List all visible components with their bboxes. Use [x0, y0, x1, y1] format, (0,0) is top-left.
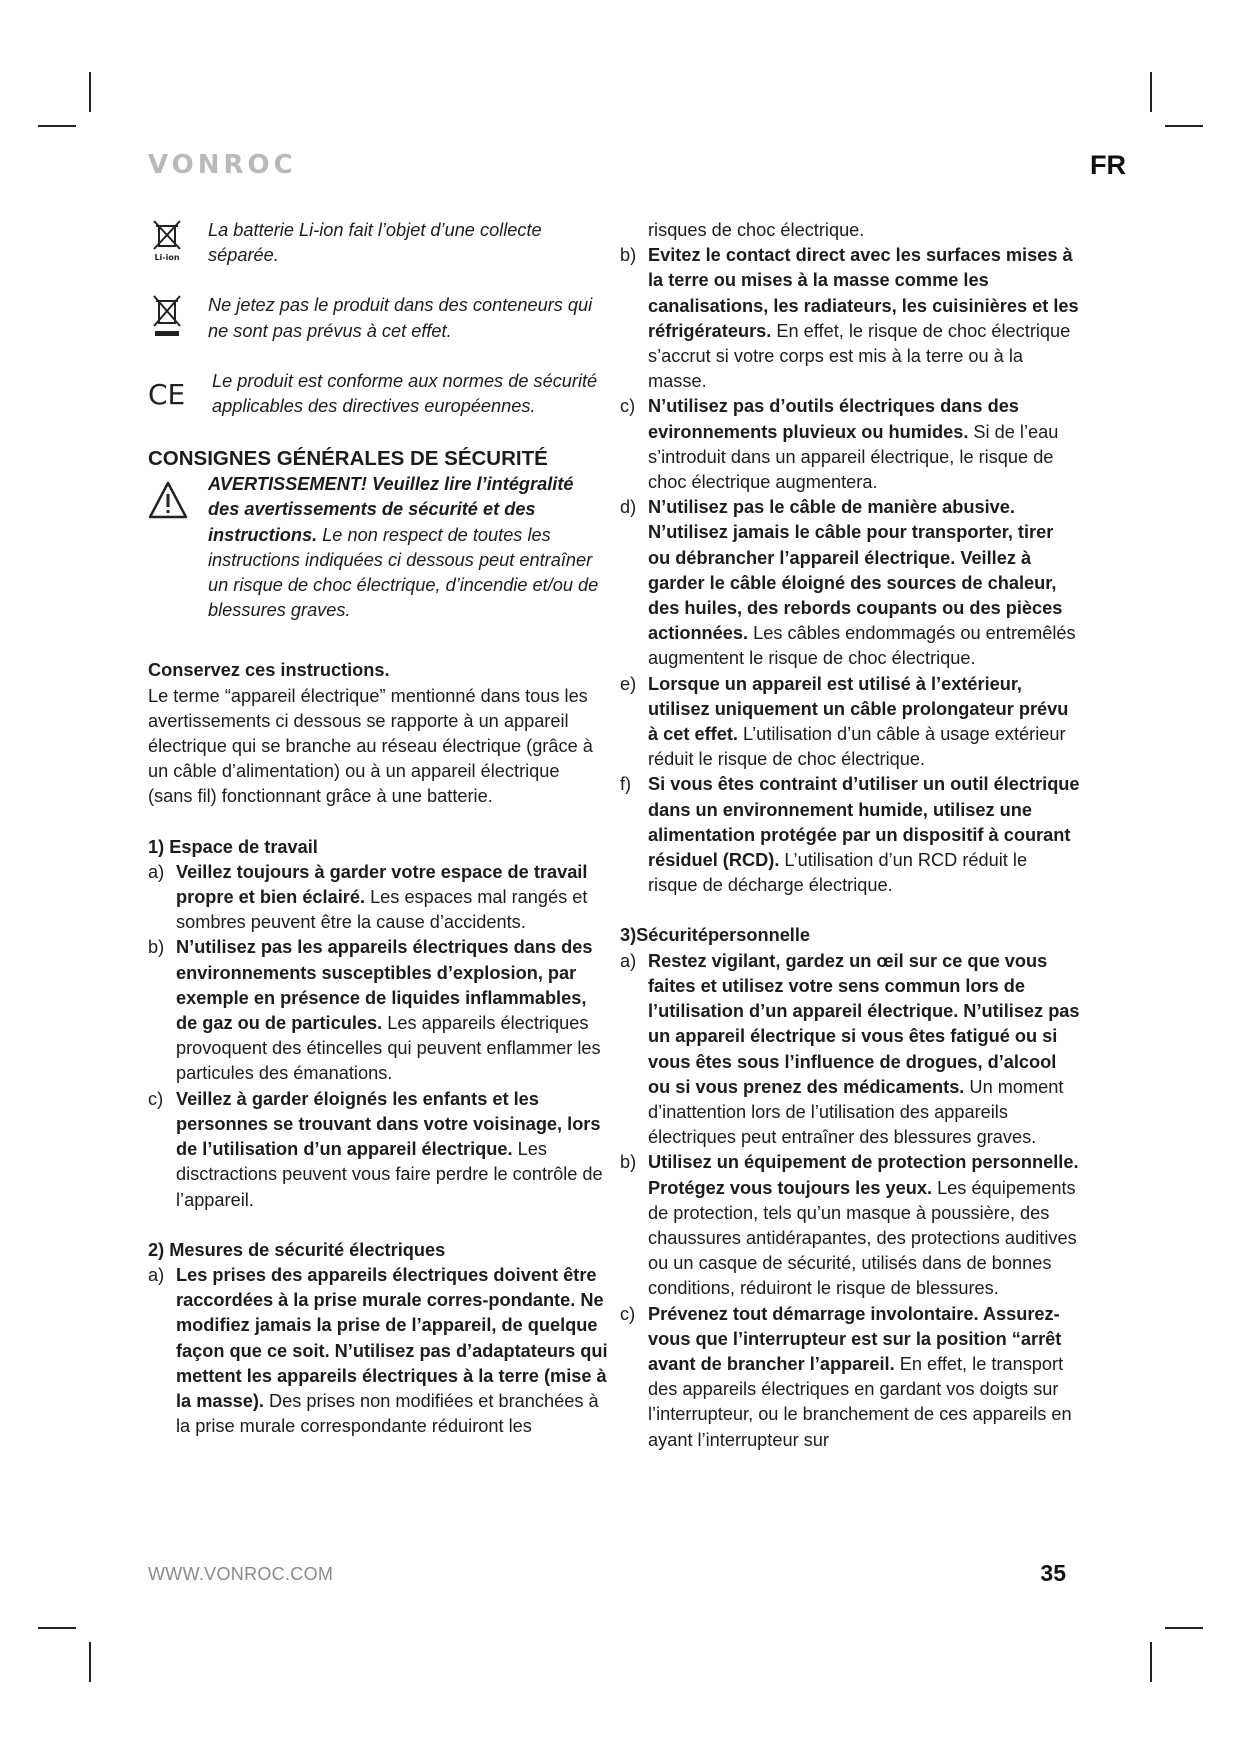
disposal-note: Ne jetez pas le produit dans des conteneurs qui ne sont pas prévus à cet effet.: [208, 295, 593, 341]
list-item: b) Evitez le contact direct avec les surfaces mises à la terre ou mises à la masse comme les canalisations, les radiateurs, les cuisinières et les réfrigérateurs. En effet, le risque de choc électrique s’accrut si votre corps est mis à la terre ou à la masse.: [620, 245, 1079, 392]
warning-text: AVERTISSEMENT! Veuillez lire l’intégralité des avertissements de sécurité et des instructions. Le non respect de toutes les instructions indiquées ci dessous peut entraîner un risque de choc électrique, d’incendie et/ou de blessures graves.: [208, 474, 599, 621]
list-item: a) Restez vigilant, gardez un œil sur ce que vous faites et utilisez votre sens commun lors de l’utilisation d’un appareil électrique. N’utilisez pas un appareil électrique si vous êtes fatigué ou si vous êtes sous l’influence de drogues, d’alcool ou si vous prenez des médicaments. Un moment d’inattention lors de l’utilisation des appareils électriques peut entraîner des blessures graves.: [620, 950, 1080, 1148]
keep-instructions: Conservez ces instructions.: [148, 660, 390, 681]
section-title-personal: 3)Sécuritépersonnelle: [620, 925, 811, 946]
left-column: [148, 218, 608, 1439]
ce-mark-icon: [148, 369, 186, 409]
intro-paragraph: Le terme “appareil électrique” mentionné dans tous les avertissements ci dessous se rapporte à un appareil électrique qui se branche au réseau électrique (grâce à un câble d’alimentation) ou à un appareil électrique (sans fil) fonctionnant grâce à une batterie.: [148, 685, 593, 807]
section-title-workspace: 1) Espace de travail: [148, 836, 318, 857]
crop-mark: [89, 72, 91, 112]
list-item: b) Utilisez un équipement de protection personnelle. Protégez vous toujours les yeux. Les équipements de protection, tels qu’un masque à poussière, des chaussures antidérapantes, des protections auditives ou un casque de sécurité, utilisés dans de bonnes conditions, réduiront le risque de blessures.: [620, 1152, 1079, 1299]
crop-mark: [1150, 72, 1152, 112]
warning-triangle-icon: [148, 480, 186, 520]
list-item: a) Les prises des appareils électriques doivent être raccordées à la prise murale corres-pondante. Ne modifiez jamais la prise de l’appareil, de quelque façon que ce soit. N’utilisez pas d’adaptateurs qui mettent les appareils électriques à la terre (mise à la masse). Des prises non modifiées et branchées à la prise murale correspondante réduiront les: [148, 1264, 608, 1437]
page-number: 35: [1040, 1560, 1066, 1586]
list-item: c) Veillez à garder éloignés les enfants et les personnes se trouvant dans votre voisinage, lors de l’utilisation d’un appareil électrique. Les disctractions peuvent vous faire perdre le contrôle de l’appareil.: [148, 1088, 603, 1210]
language-code: FR: [1090, 150, 1126, 180]
brand-logo: VONROC: [148, 150, 297, 180]
crop-mark: [1165, 125, 1203, 127]
icon-note: [148, 369, 608, 419]
footer-url[interactable]: WWW.VONROC.COM: [148, 1564, 334, 1584]
crossed-bin-li-ion-icon: [148, 218, 186, 262]
list-item: a) Veillez toujours à garder votre espace de travail propre et bien éclairé. Les espaces mal rangés et sombres peuvent être la cause d’accidents.: [148, 861, 588, 933]
crop-mark: [1165, 1627, 1203, 1629]
li-ion-collection-note: La batterie Li-ion fait l’objet d’une collecte séparée.: [208, 220, 542, 266]
right-column: [620, 218, 1080, 1453]
ce-conformity-note: Le produit est conforme aux normes de sécurité applicables des directives européennes.: [212, 370, 598, 417]
list-item: e) Lorsque un appareil est utilisé à l’extérieur, utilisez uniquement un câble prolongateur prévu à cet effet. L’utilisation d’un câble à usage extérieur réduit le risque de choc électrique.: [620, 673, 1069, 770]
list-item: c) Prévenez tout démarrage involontaire. Assurez-vous que l’interrupteur est sur la position “arrêt avant de brancher l’appareil. En effet, le transport des appareils électriques en gardant vos doigts sur l’interrupteur, ou le branchement de ces appareils en ayant l’interrupteur sur: [620, 1303, 1072, 1450]
warning-block: [148, 472, 608, 623]
crop-mark: [89, 1642, 91, 1682]
section-title-electrical: 2) Mesures de sécurité électriques: [148, 1239, 446, 1260]
list-item-continued: risques de choc électrique.: [648, 220, 865, 240]
icon-note: [148, 218, 608, 268]
crop-mark: [1150, 1642, 1152, 1682]
svg-text:Li-ion: Li-ion: [154, 253, 180, 262]
icon-note: [148, 293, 608, 343]
list-item: d) N’utilisez pas le câble de manière abusive. N’utilisez jamais le câble pour transporter, tirer ou débrancher l’appareil électrique. Veillez à garder le câble éloigné des sources de chaleur, des huiles, des rebords coupants ou des pièces actionnées. Les câbles endommagés ou entremêlés augmentent le risque de choc électrique.: [620, 497, 1076, 669]
svg-text:CE: CE: [148, 378, 186, 409]
list-item: c) N’utilisez pas d’outils électriques dans des evironnements pluvieux ou humides. Si de l’eau s’introduit dans un appareil électrique, le risque de choc électrique augmentera.: [620, 396, 1059, 493]
crossed-bin-icon: [148, 293, 186, 339]
crop-mark: [38, 125, 76, 127]
list-item: f) Si vous êtes contraint d’utiliser un outil électrique dans un environnement humide, utilisez une alimentation protégée par un dispositif à courant résiduel (RCD). L’utilisation d’un RCD réduit le risque de décharge électrique.: [620, 774, 1080, 896]
crop-mark: [38, 1627, 76, 1629]
safety-heading: CONSIGNES GÉNÉRALES DE SÉCURITÉ: [148, 447, 548, 471]
list-item: b) N’utilisez pas les appareils électriques dans des environnements susceptibles d’explosion, par exemple en présence de liquides inflammables, de gaz ou de particules. Les appareils électriques provoquent des étincelles qui peuvent enflammer les particules des émanations.: [148, 937, 601, 1084]
